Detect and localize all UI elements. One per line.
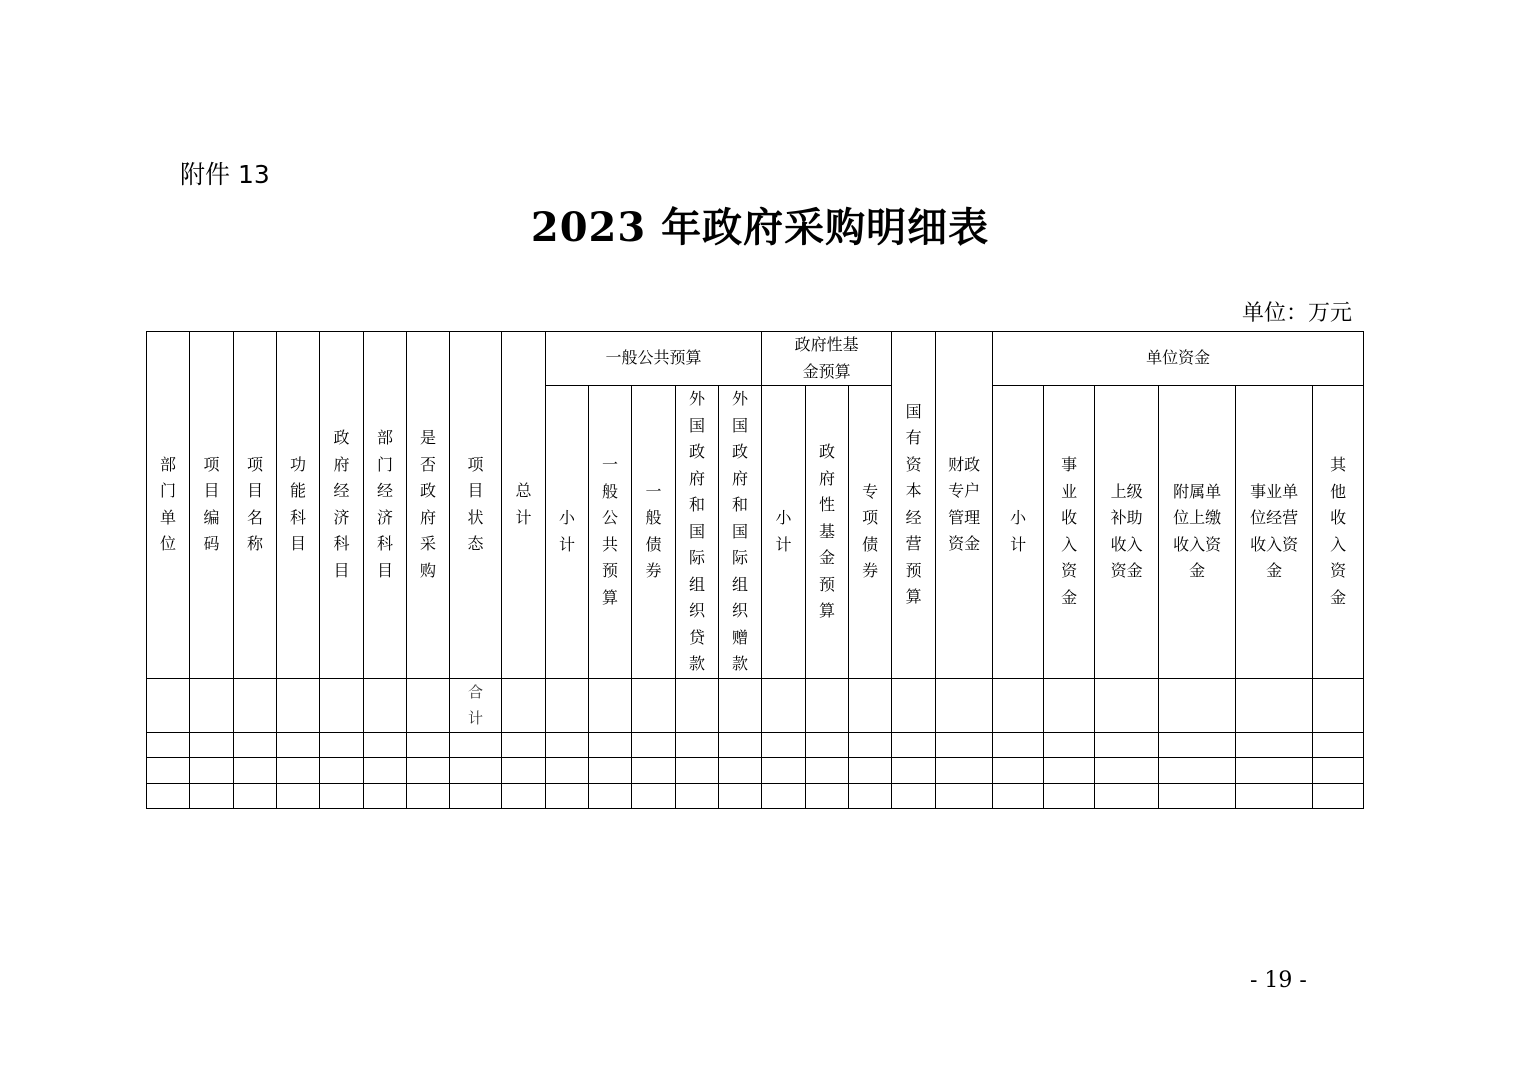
col-business-income: 事业收入资金: [1044, 386, 1095, 679]
table-row: [147, 783, 1364, 808]
table-row-total: [147, 678, 1364, 732]
col-dept-econ-subject: 部门经济科目: [364, 332, 407, 679]
page-number: - 19 -: [1250, 968, 1307, 993]
col-business-operation-income: 事业单位经营收入资金: [1236, 386, 1313, 679]
unit-label: 单位：万元: [1241, 301, 1352, 326]
attachment-label: 附件 13: [180, 160, 270, 189]
col-total: 总计: [502, 332, 546, 679]
col-project-status: 项目状态: [450, 332, 502, 679]
col-other-income: 其他收入资金: [1313, 386, 1364, 679]
col-function-subject: 功能科目: [277, 332, 320, 679]
col-fiscal-special-account: 财政专户管理资金: [936, 332, 993, 679]
col-general-public-budget: 一般公共预算: [589, 386, 632, 679]
col-project-code: 项目编码: [190, 332, 234, 679]
col-state-capital-budget: 国有资本经营预算: [892, 332, 936, 679]
col-dept-unit: 部门单位: [147, 332, 190, 679]
col-general-subtotal: 小计: [546, 386, 589, 679]
col-project-name: 项目名称: [234, 332, 277, 679]
col-is-gov-purchase: 是否政府采购: [407, 332, 450, 679]
col-foreign-grants: 外国政府和国际组织赠款: [719, 386, 762, 679]
total-row-label: 合计: [450, 678, 502, 732]
col-gov-fund-budget: 政府性基金预算: [806, 386, 849, 679]
table-row: [147, 732, 1364, 757]
procurement-table: [146, 331, 1364, 809]
col-superior-subsidy: 上级补助收入资金: [1095, 386, 1159, 679]
col-fund-subtotal: 小计: [762, 386, 806, 679]
group-fund-budget: 政府性基金预算: [762, 332, 892, 386]
page-title: 2023 年政府采购明细表: [530, 204, 990, 251]
group-unit-funds: 单位资金: [993, 332, 1364, 386]
col-foreign-loans: 外国政府和国际组织贷款: [676, 386, 719, 679]
col-gov-econ-subject: 政府经济科目: [320, 332, 364, 679]
col-special-bonds: 专项债券: [849, 386, 892, 679]
col-unit-subtotal: 小计: [993, 386, 1044, 679]
col-general-bonds: 一般债券: [632, 386, 676, 679]
col-affiliated-income: 附属单位上缴收入资金: [1159, 386, 1236, 679]
table-row: [147, 757, 1364, 783]
group-general-budget: 一般公共预算: [546, 332, 762, 386]
